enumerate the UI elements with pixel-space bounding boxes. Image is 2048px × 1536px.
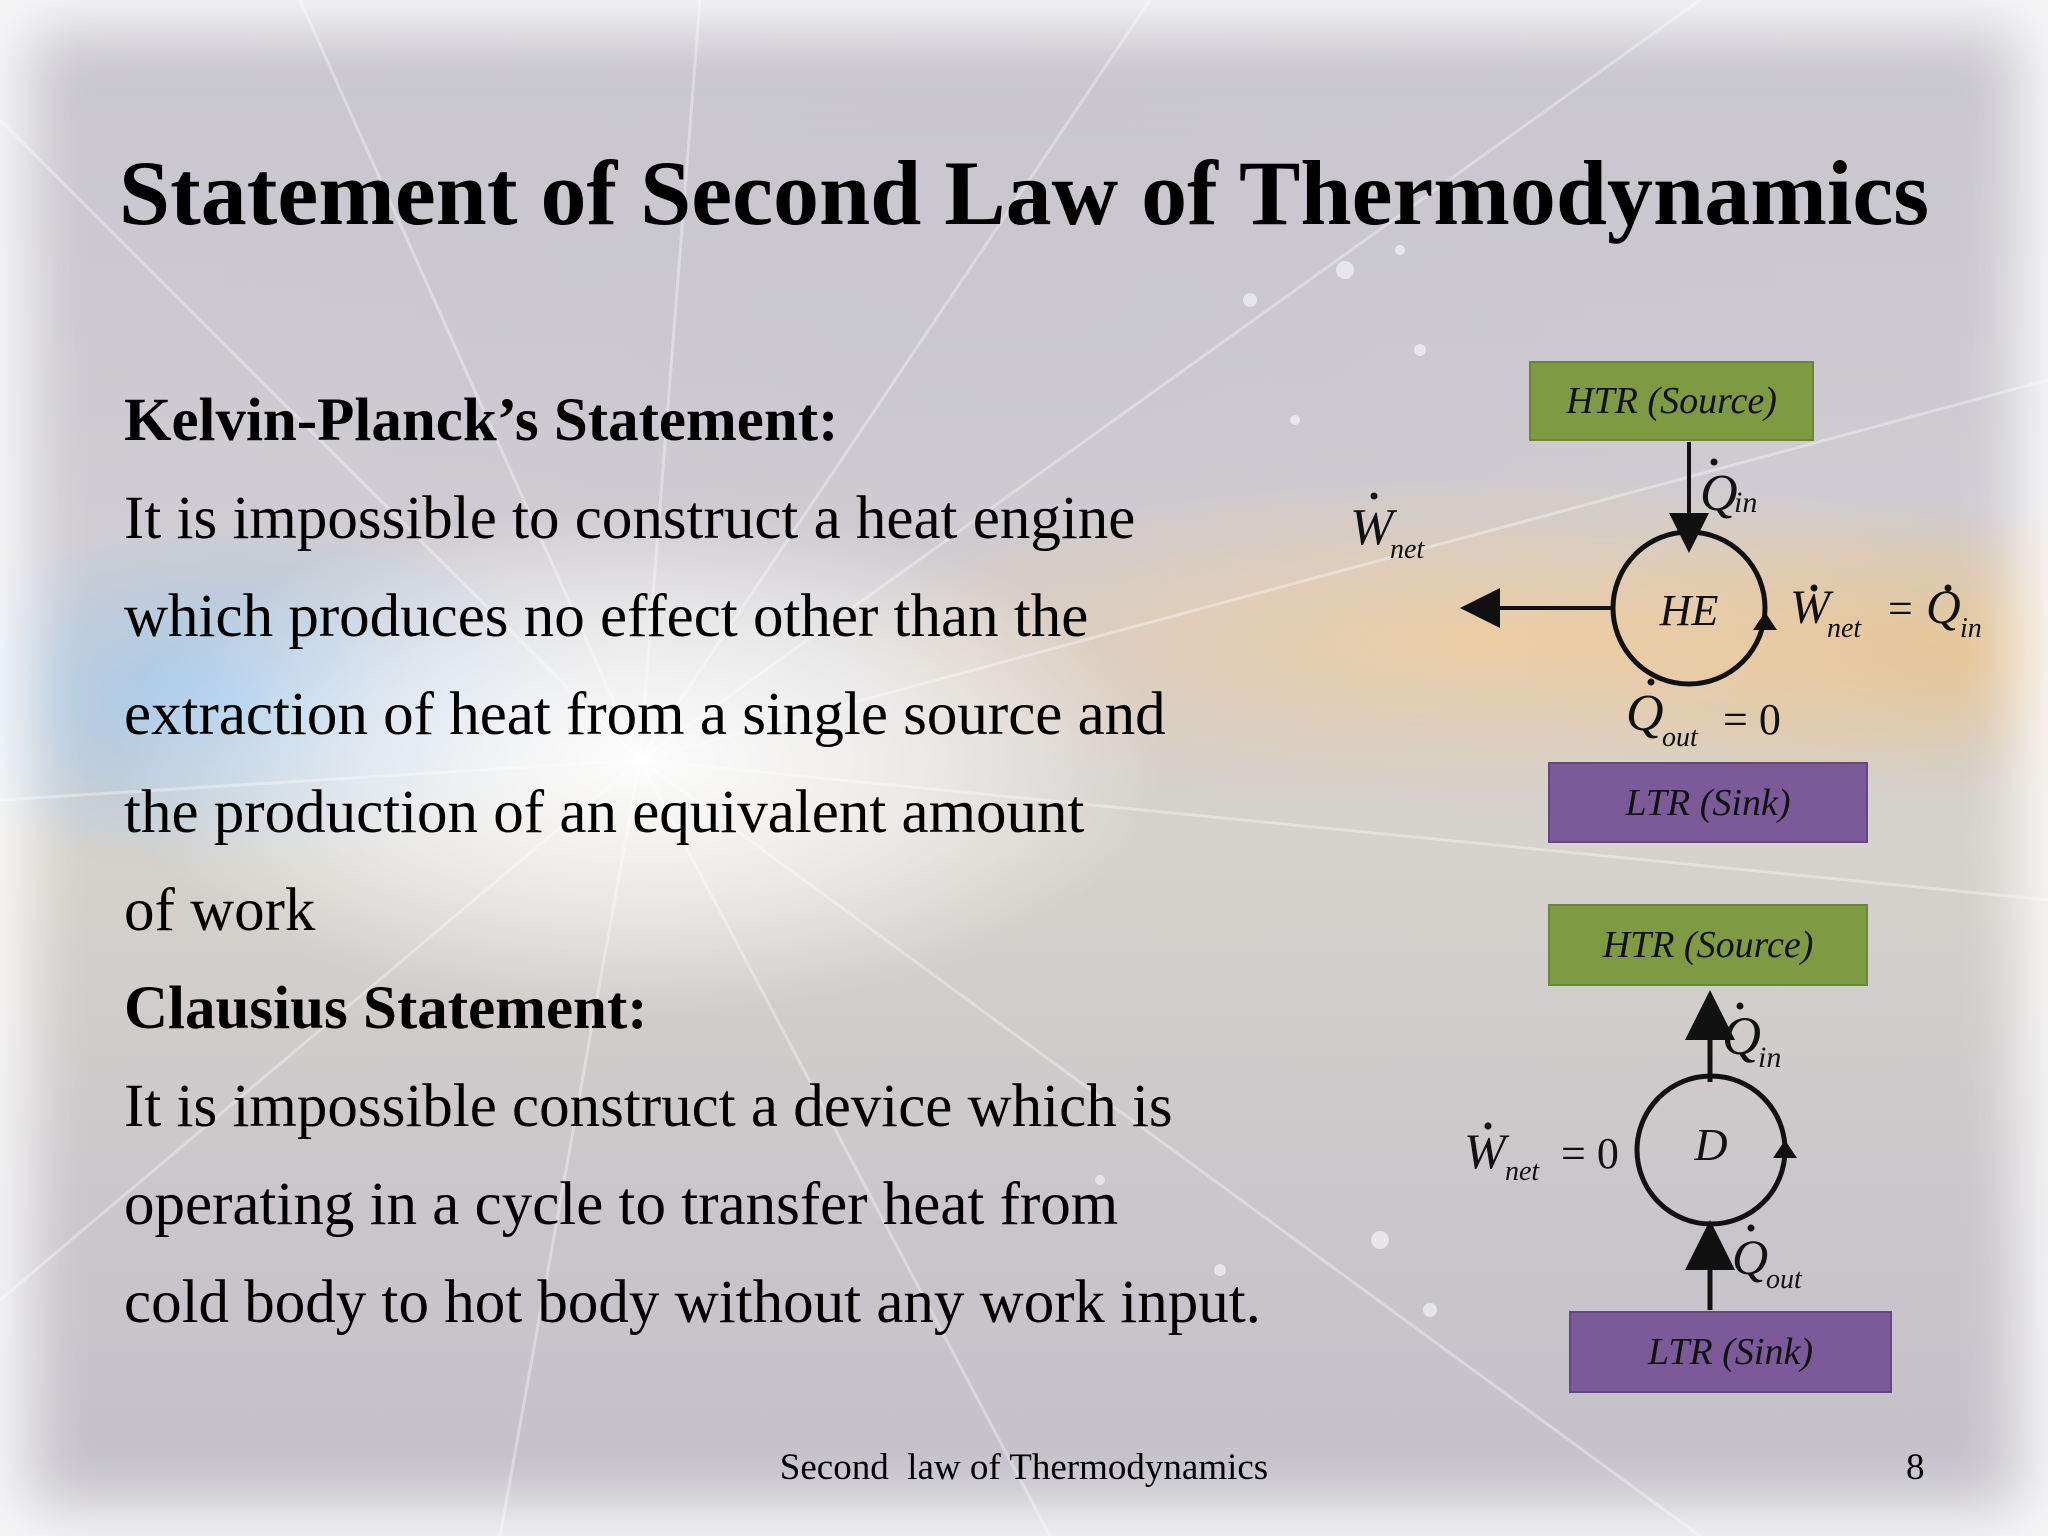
kelvin-planck-line-4: the production of an equivalent amount: [124, 779, 1085, 846]
he-cycle-direction-arrow: [1753, 612, 1777, 630]
kelvin-planck-line-3: extraction of heat from a single source and: [124, 681, 1166, 748]
clausius-line-3: cold body to hot body without any work input.: [124, 1269, 1261, 1336]
svg-text:Q: Q: [1626, 685, 1664, 742]
d-device-label: D: [1694, 1119, 1728, 1170]
svg-text:net: net: [1505, 1156, 1540, 1187]
kelvin-planck-line-2: which produces no effect other than the: [124, 583, 1089, 650]
svg-text:= 0: = 0: [1561, 1129, 1619, 1178]
kelvin-planck-line-5: of work: [124, 877, 316, 944]
d-cycle-direction-arrow: [1773, 1140, 1797, 1158]
svg-text:net: net: [1390, 534, 1425, 565]
svg-text:Q: Q: [1732, 1229, 1769, 1285]
svg-text:Q: Q: [1700, 465, 1738, 522]
he-wnet-symbol: [1350, 493, 1425, 566]
he-qin-symbol: [1700, 459, 1757, 523]
d-wnet-symbol: [1464, 1123, 1619, 1188]
kelvin-planck-line-1: It is impossible to construct a heat engine: [124, 485, 1136, 552]
svg-text:Q: Q: [1926, 581, 1961, 634]
d-qin-symbol: [1722, 1003, 1781, 1075]
d-sink-label: LTR (Sink): [1648, 1331, 1813, 1373]
svg-text:=: =: [1888, 584, 1913, 633]
svg-text:W: W: [1350, 499, 1394, 556]
page-number: 8: [1906, 1447, 1925, 1488]
svg-text:out: out: [1662, 722, 1698, 753]
clausius-line-1: It is impossible construct a device which is: [124, 1073, 1173, 1140]
svg-text:in: in: [1758, 1041, 1782, 1074]
he-energy-balance: [1790, 581, 1982, 644]
svg-text:W: W: [1464, 1123, 1506, 1179]
clausius-heading: Clausius Statement:: [124, 975, 648, 1042]
slide-title: Statement of Second Law of Thermodynamics: [118, 142, 1930, 244]
clausius-line-2: operating in a cycle to transfer heat from: [124, 1171, 1119, 1238]
svg-text:= 0: = 0: [1723, 695, 1781, 744]
svg-text:in: in: [1960, 613, 1982, 644]
svg-text:Q: Q: [1722, 1006, 1761, 1066]
d-qout-symbol: [1732, 1225, 1803, 1296]
kelvin-planck-heading: Kelvin-Planck’s Statement:: [124, 387, 839, 454]
d-source-label: HTR (Source): [1602, 924, 1814, 966]
he-source-label: HTR (Source): [1566, 380, 1777, 422]
svg-text:out: out: [1766, 1264, 1802, 1295]
he-device-label: HE: [1659, 586, 1719, 635]
svg-text:W: W: [1790, 581, 1830, 634]
he-qout-symbol: [1626, 679, 1781, 754]
svg-text:in: in: [1734, 486, 1758, 519]
slide-footer: Second law of Thermodynamics: [779, 1447, 1269, 1488]
he-sink-label: LTR (Sink): [1625, 781, 1791, 824]
svg-text:net: net: [1827, 613, 1862, 644]
